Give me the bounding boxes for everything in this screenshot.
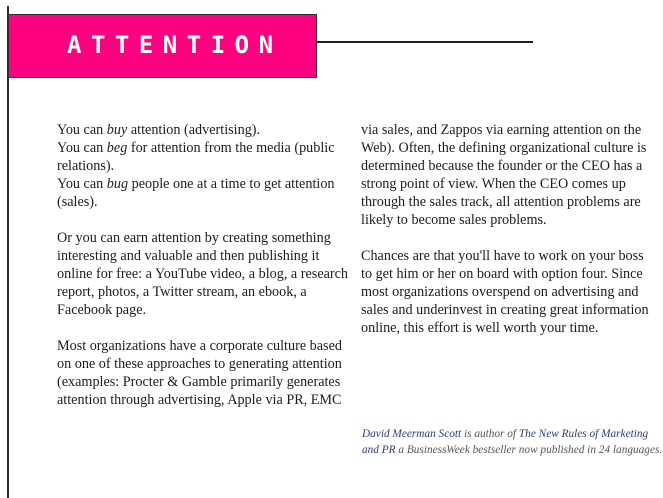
paragraph-convince-boss <box>361 247 653 337</box>
text-line: to get him or her on board with option four. Since <box>361 266 643 282</box>
text-line: (examples: Procter & Gamble primarily generates <box>57 374 341 390</box>
right-column <box>361 121 653 355</box>
text-line: online for free: a YouTube video, a blog, a research <box>57 266 349 282</box>
paragraph-culture-continued <box>361 121 653 229</box>
text-line: report, photos, a Twitter stream, an ebook, a <box>57 284 307 300</box>
emphasis-buy: buy <box>106 122 128 138</box>
text-line: attention through advertising, Apple via PR, EMC <box>57 392 342 408</box>
text-line: Facebook page. <box>57 302 147 318</box>
bio-text: is author of <box>461 428 519 440</box>
text-line: interesting and valuable and then publishing it <box>57 248 320 264</box>
text-fragment: (sales). <box>57 194 98 210</box>
paragraph-attention-options <box>57 121 342 211</box>
text-fragment: You can <box>57 122 107 138</box>
text-line: Or you can earn attention by creating something <box>57 230 331 246</box>
bio-line-2 <box>362 442 662 458</box>
bio-line-1 <box>362 426 662 442</box>
text-fragment: You can <box>57 176 107 192</box>
text-line: Chances are that you'll have to work on your boss <box>361 248 644 264</box>
book-title: The New Rules of Marketing <box>518 428 649 440</box>
text-line: Most organizations have a corporate culture based <box>57 338 342 354</box>
text-fragment: You can <box>57 140 107 156</box>
text-line: via sales, and Zappos via earning attention on the <box>361 122 642 138</box>
title-banner <box>8 14 317 78</box>
paragraph-corporate-culture <box>57 337 342 409</box>
text-line: on one of these approaches to generating attention <box>57 356 342 372</box>
text-line <box>57 157 342 175</box>
text-fragment: relations). <box>57 158 115 174</box>
book-title-continued: and PR <box>362 444 396 456</box>
emphasis-beg: beg <box>106 140 128 156</box>
text-line: determined because the founder or the CEO has a <box>361 158 643 174</box>
text-line <box>57 193 342 211</box>
text-fragment: attention (advertising). <box>127 122 261 138</box>
text-line: sales and underinvest in creating great information <box>361 302 649 318</box>
text-line: likely to become sales problems. <box>361 212 547 228</box>
text-line: through the sales track, all attention problems are <box>361 194 641 210</box>
page-title: ATTENTION <box>67 31 283 59</box>
text-line <box>57 139 342 157</box>
text-fragment: people one at a time to get attention <box>128 176 335 192</box>
text-line: strong point of view. When the CEO comes up <box>361 176 626 192</box>
text-line <box>57 175 342 193</box>
text-line: most organizations overspend on advertising and <box>361 284 639 300</box>
header-horizontal-rule <box>317 41 533 43</box>
text-line: Web). Often, the defining organizational culture is <box>361 140 647 156</box>
bio-text: a BusinessWeek bestseller now published in 24 languages. <box>395 444 663 456</box>
author-bio <box>362 426 662 458</box>
text-line <box>57 121 342 139</box>
text-line: online, this effort is well worth your time. <box>361 320 599 336</box>
left-column <box>57 121 349 427</box>
author-name: David Meerman Scott <box>362 428 462 440</box>
emphasis-bug: bug <box>106 176 129 192</box>
paragraph-earn-attention <box>57 229 349 319</box>
text-fragment: for attention from the media (public <box>127 140 335 156</box>
left-vertical-rule <box>7 6 9 498</box>
